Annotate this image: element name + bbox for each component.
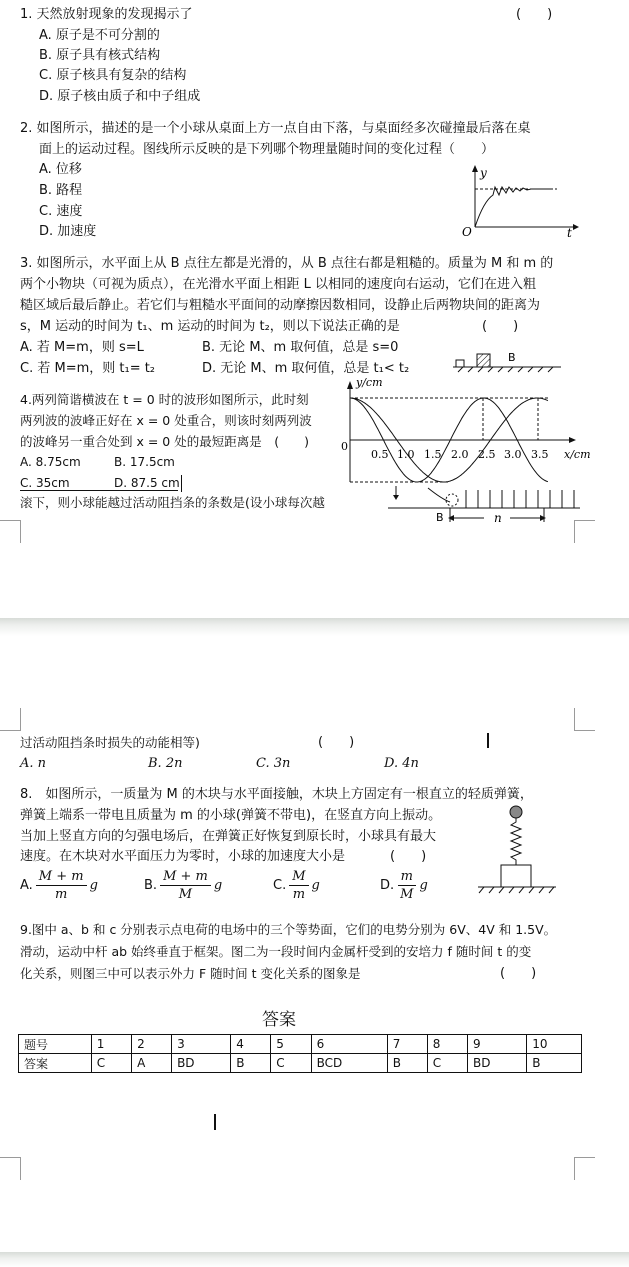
q2-option-c: C. 速度 <box>39 204 83 219</box>
answers-value-cell: BCD <box>311 1054 387 1073</box>
q4-tick-4: 2.5 <box>478 448 496 461</box>
answers-header-cell: 6 <box>311 1035 387 1054</box>
q4-option-underline <box>20 490 178 491</box>
answers-header-cell: 2 <box>132 1035 172 1054</box>
q3-blank: ( ) <box>482 319 519 334</box>
q8-option-b-fraction <box>160 868 211 903</box>
q4-tick-2: 1.5 <box>424 448 442 461</box>
q3-line-2: 两个小物块（可视为质点），在光滑水平面上相距 L 以相同的速度向右运动，它们在进入粗 <box>20 277 537 292</box>
q7-figure-n-label: n <box>494 511 502 525</box>
q2-line-2: 面上的运动过程。图线所示反映的是下列哪个物理量随时间的变化过程（ ） <box>39 142 495 157</box>
q8-option-a-den: m <box>55 887 68 902</box>
page1-corner-left <box>0 520 21 543</box>
q9-blank: ( ) <box>500 966 537 981</box>
q8-line-2: 弹簧上端系一带电且质量为 m 的小球(弹簧不带电)，在竖直方向上振动。 <box>20 808 442 823</box>
q8-option-b <box>144 868 222 903</box>
q7-option-b: B. 2n <box>148 756 183 771</box>
q4-wave-graph <box>338 376 600 486</box>
answers-value-cell: C <box>91 1054 131 1073</box>
q8-option-d-num: m <box>398 868 416 886</box>
q3-option-d: D. 无论 M、m 取何值，总是 t₁< t₂ <box>202 361 410 376</box>
q3-option-a: A. 若 M=m，则 s=L <box>20 340 144 355</box>
q4-y-axis-label: y/cm <box>356 376 383 389</box>
answers-header-cell: 10 <box>527 1035 582 1054</box>
q3-option-c: C. 若 M=m，则 t₁= t₂ <box>20 361 156 376</box>
page2-bottom-corner-right <box>574 1157 595 1180</box>
q2-option-a: A. 位移 <box>39 162 82 177</box>
q2-line-1: 2. 如图所示，描述的是一个小球从桌面上方一点自由下落，与桌面经多次碰撞最后落在桌 <box>20 121 531 136</box>
q9-line-2: 滑动，运动中杆 ab 始终垂直于框架。图二为一段时间内金属杆受到的安培力 f 随时间 t 的变 <box>20 944 532 959</box>
q3-option-b: B. 无论 M、m 取何值，总是 s=0 <box>202 340 399 355</box>
q4-tick-6: 3.5 <box>531 448 549 461</box>
answers-value-cell: B <box>231 1054 271 1073</box>
q3-line-4: s，M 运动的时间为 t₁、m 运动的时间为 t₂，则以下说法正确的是 <box>20 319 400 334</box>
q4-tick-0: 0.5 <box>371 448 389 461</box>
q8-option-c-den: m <box>292 887 306 902</box>
answers-header-cell: 题号 <box>19 1035 92 1054</box>
q8-option-c-letter: C. <box>273 878 287 893</box>
q1-option-d: D. 原子核由质子和中子组成 <box>39 89 201 104</box>
q8-option-d-fraction <box>397 868 416 903</box>
page2-bottom-corner-left <box>0 1157 21 1180</box>
q8-line-4: 速度。在木块对水平面压力为零时，小球的加速度大小是 <box>20 849 346 864</box>
q1-option-c: C. 原子核具有复杂的结构 <box>39 68 187 83</box>
q4-tick-3: 2.0 <box>451 448 469 461</box>
q8-blank: ( ) <box>390 849 427 864</box>
q8-option-d <box>380 868 428 903</box>
q4-line-3: 的波峰另一重合处到 x = 0 处的最短距离是 ( ) <box>20 434 309 449</box>
q8-option-b-g: g <box>213 878 223 893</box>
answers-title: 答案 <box>262 1010 296 1030</box>
text-cursor <box>214 1114 216 1130</box>
q4-tick-1: 1.0 <box>397 448 415 461</box>
q8-option-b-den: M <box>178 887 193 902</box>
answers-header-cell: 3 <box>172 1035 231 1054</box>
q8-option-a-letter: A. <box>20 878 33 893</box>
answers-header-cell: 7 <box>387 1035 427 1054</box>
answers-header-cell: 9 <box>468 1035 527 1054</box>
q8-line-1: 8. 如图所示，一质量为 M 的木块与水平面接触，木块上方固定有一根直立的轻质弹簧， <box>20 787 533 802</box>
q7-option-a: A. n <box>20 756 47 771</box>
answers-value-cell: C <box>271 1054 311 1073</box>
q8-option-a-g: g <box>89 878 98 893</box>
q8-option-a-num: M + m <box>36 868 87 886</box>
q8-line-3: 当加上竖直方向的匀强电场后，在弹簧正好恢复到原长时，小球具有最大 <box>20 829 437 844</box>
q9-line-3: 化关系，则图三中可以表示外力 F 随时间 t 变化关系的图象是 <box>20 966 361 981</box>
page1-corner-right <box>574 520 595 543</box>
q9-line-1: 9.图中 a、b 和 c 分别表示点电荷的电场中的三个等势面，它们的电势分别为 6V、4V 和 1.5V。 <box>20 922 557 937</box>
answers-value-cell: 答案 <box>19 1054 92 1073</box>
q8-option-a <box>20 868 98 903</box>
q4-option-d: D. 87.5 cm <box>114 476 180 490</box>
q4-tick-5: 3.0 <box>504 448 522 461</box>
text-cursor <box>487 733 489 748</box>
q7-blank: ( ) <box>318 735 355 750</box>
answers-value-row <box>19 1054 582 1073</box>
answers-value-cell: B <box>527 1054 582 1073</box>
q2-option-b: B. 路程 <box>39 183 83 198</box>
q7-barrier-figure <box>388 478 583 528</box>
q2-bounce-graph <box>455 163 580 238</box>
q2-graph-origin: O <box>462 225 472 238</box>
q8-option-c-fraction <box>289 868 308 903</box>
q8-option-d-den: M <box>400 887 414 902</box>
q2-graph-t-label: t <box>567 226 572 238</box>
q8-option-d-letter: D. <box>380 878 395 893</box>
q4-line-1: 4.两列简谐横波在 t = 0 时的波形如图所示，此时刻 <box>20 392 309 407</box>
q7-fragment-2: 过活动阻挡条时损失的动能相等) <box>20 735 200 750</box>
answers-value-cell: B <box>387 1054 427 1073</box>
q1-blank: ( ) <box>516 7 553 22</box>
q4-option-a: A. 8.75cm <box>20 455 81 469</box>
answers-header-cell: 5 <box>271 1035 311 1054</box>
q4-origin-label: 0 <box>341 440 348 453</box>
page2-corner-right <box>574 708 595 731</box>
page2-corner-left <box>0 708 21 731</box>
q8-option-a-fraction <box>36 868 87 903</box>
q7-figure-b-label: B <box>436 511 444 524</box>
q8-option-b-letter: B. <box>144 878 158 893</box>
q4-option-b: B. 17.5cm <box>114 455 175 469</box>
q8-option-c <box>273 868 320 903</box>
q8-option-b-num: M + m <box>160 868 211 886</box>
q8-option-c-num: M <box>289 868 308 886</box>
q8-option-c-g: g <box>311 878 320 893</box>
answers-header-cell: 1 <box>91 1035 131 1054</box>
answers-header-cell: 8 <box>427 1035 467 1054</box>
page-gap-1 <box>0 618 629 636</box>
q2-graph-y-label: y <box>480 166 487 180</box>
answers-value-cell: BD <box>468 1054 527 1073</box>
q8-option-d-g: g <box>419 878 428 893</box>
q2-option-d: D. 加速度 <box>39 224 97 239</box>
q4-option-c: C. 35cm <box>20 476 70 490</box>
page-gap-2 <box>0 1252 629 1267</box>
q7-option-d: D. 4n <box>384 756 419 771</box>
q4-line-2: 两列波的波峰正好在 x = 0 处重合，则该时刻两列波 <box>20 413 312 428</box>
q1-stem: 1. 天然放射现象的发现揭示了 <box>20 7 193 22</box>
q4-x-axis-label: x/cm <box>564 448 591 461</box>
answers-value-cell: C <box>427 1054 467 1073</box>
q3-line-3: 糙区域后最后静止。若它们与粗糙水平面间的动摩擦因数相同，设静止后两物块间的距离为 <box>20 298 541 313</box>
answers-header-cell: 4 <box>231 1035 271 1054</box>
q3-blocks-figure <box>453 350 563 374</box>
answers-value-cell: A <box>132 1054 172 1073</box>
q7-option-c: C. 3n <box>256 756 291 771</box>
answers-header-row <box>19 1035 582 1054</box>
q3-line-1: 3. 如图所示，水平面上从 B 点往左都是光滑的，从 B 点往右都是粗糙的。质量为 M 和 m 的 <box>20 256 554 271</box>
q1-option-a: A. 原子是不可分割的 <box>39 28 160 43</box>
answers-table <box>18 1034 582 1073</box>
q7-fragment-1: 滚下，则小球能越过活动阻挡条的条数是(设小球每次越 <box>20 495 325 510</box>
q3-figure-b-label: B <box>508 351 516 364</box>
q8-spring-figure <box>474 803 564 895</box>
q1-option-b: B. 原子具有核式结构 <box>39 48 161 63</box>
answers-value-cell: BD <box>172 1054 231 1073</box>
